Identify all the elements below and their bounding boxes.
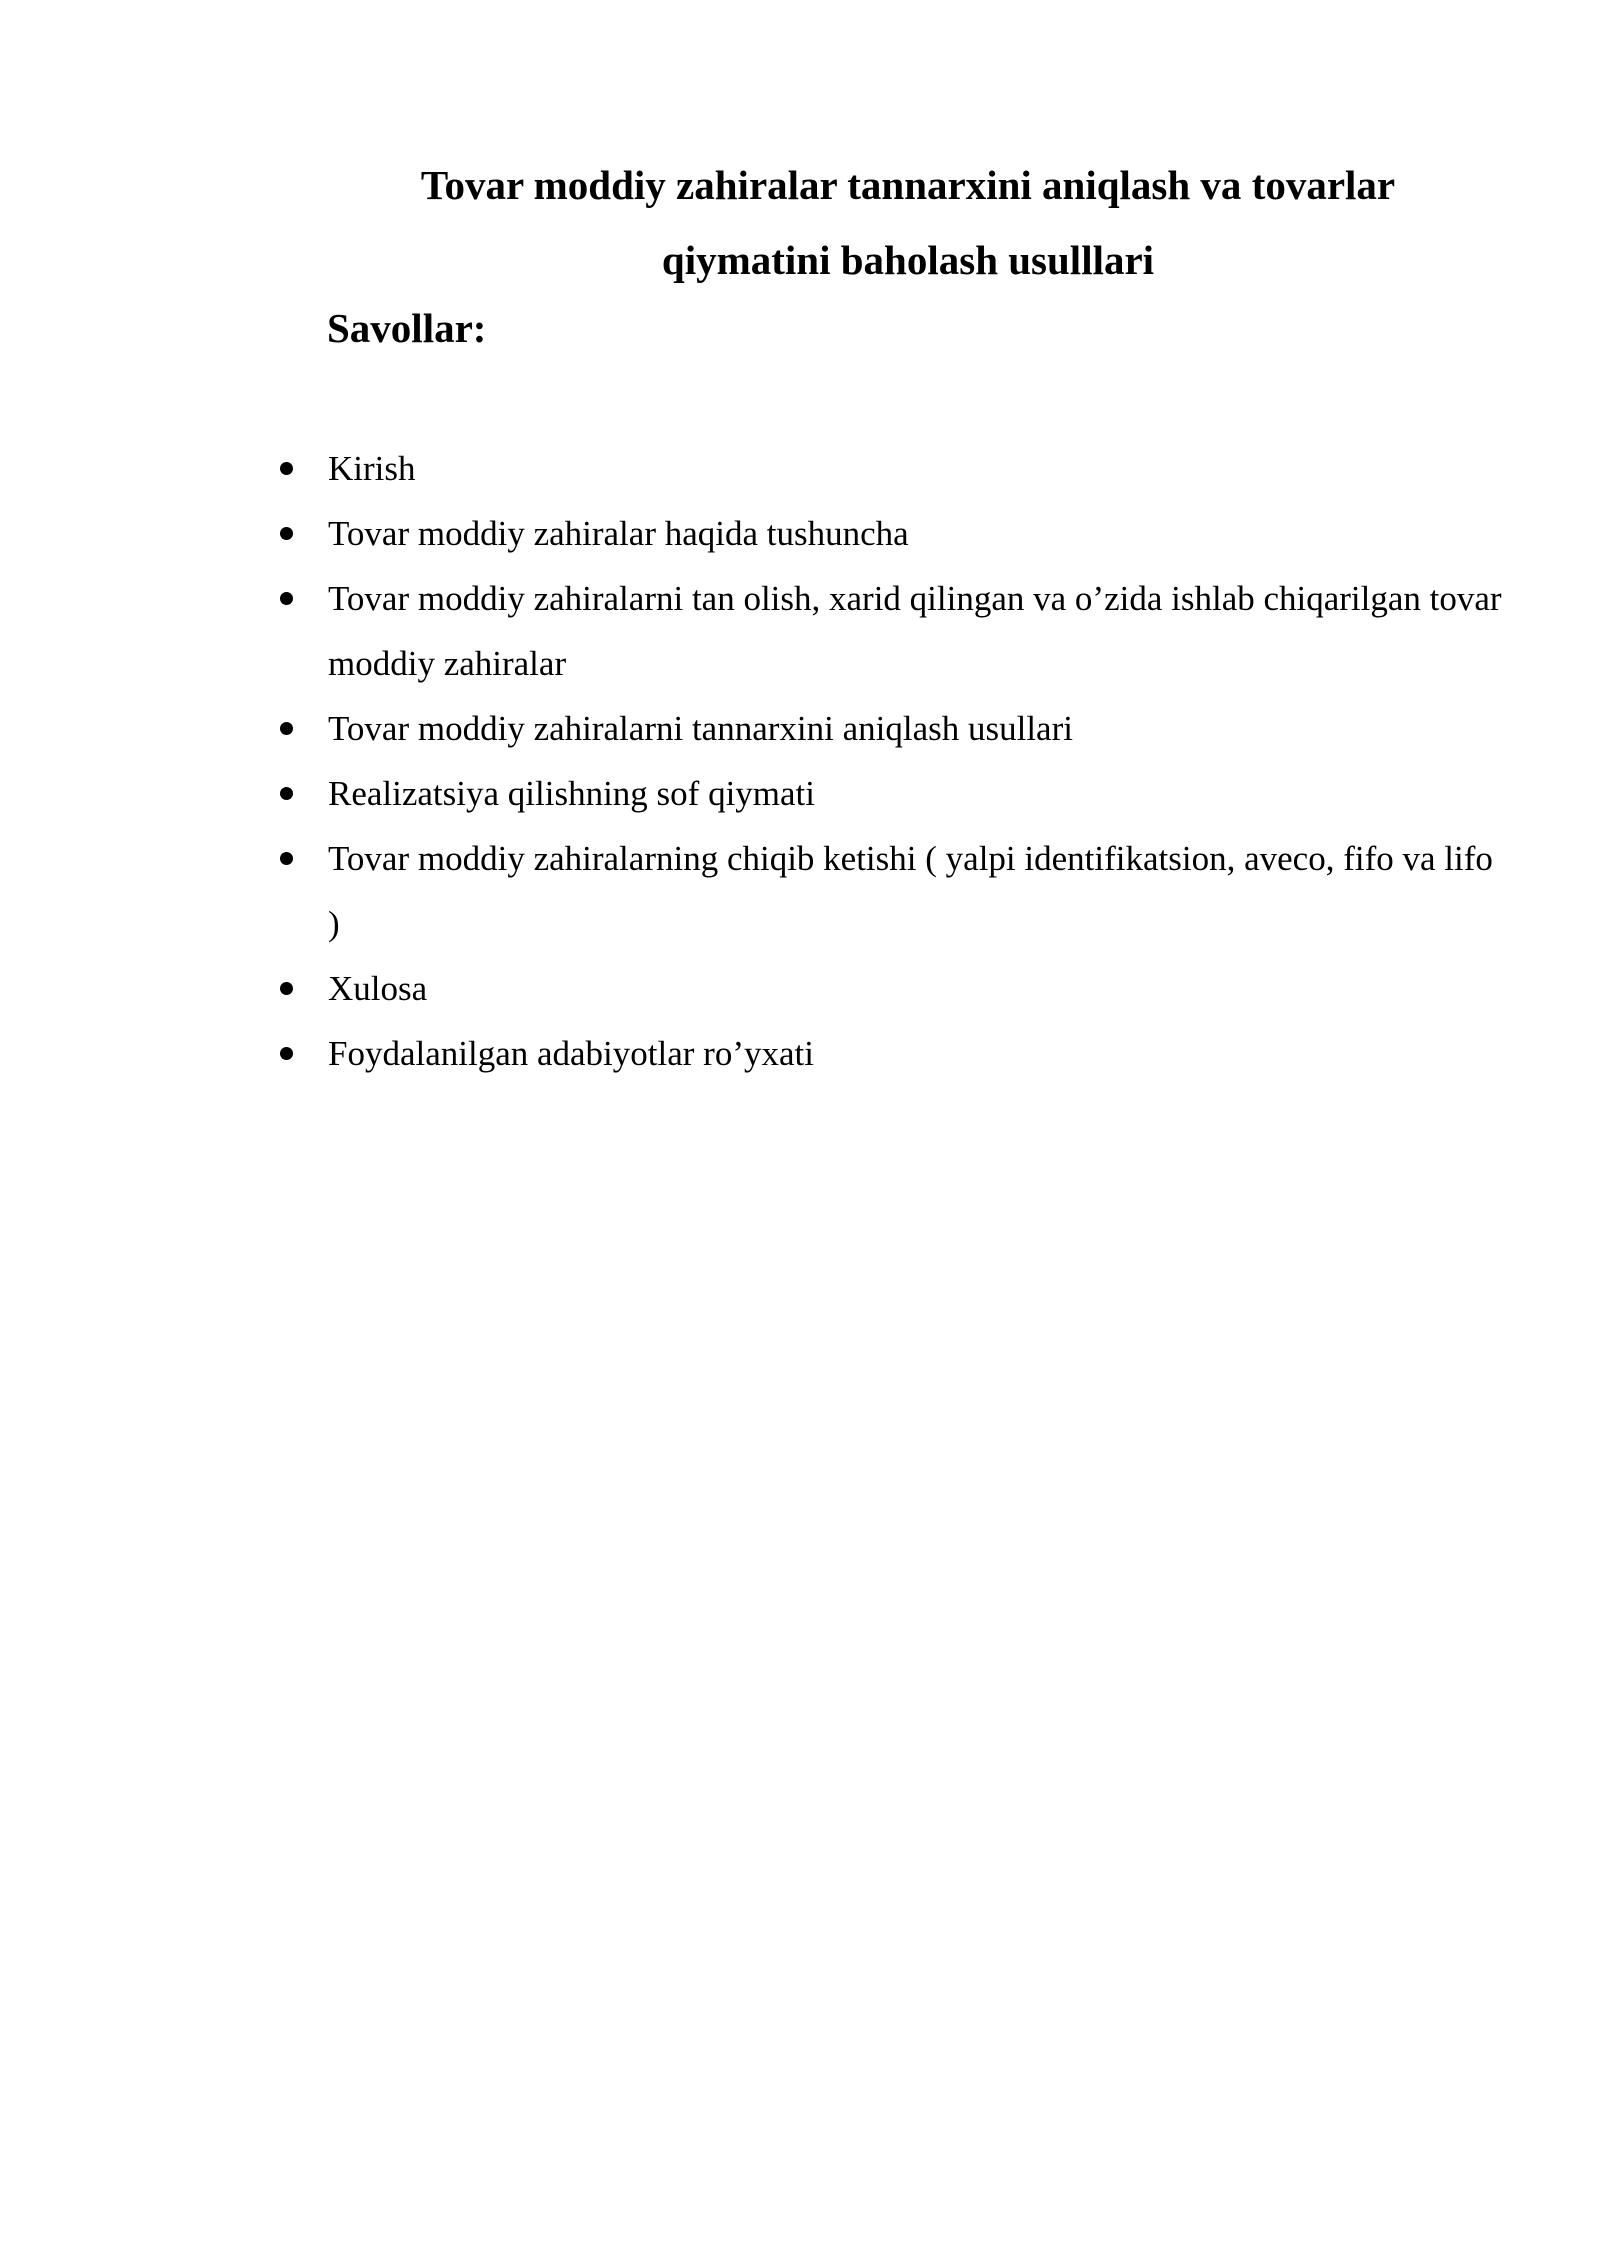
title-line-1: Tovar moddiy zahiralar tannarxini aniqlash va tovarlar — [420, 162, 1396, 208]
list-item — [275, 761, 1505, 826]
list-item — [275, 436, 1505, 501]
bullet-icon — [280, 1047, 293, 1060]
list-item-text: Xulosa — [328, 969, 428, 1008]
list-item-text: Kirish — [328, 449, 416, 488]
list-item — [275, 501, 1505, 566]
bullet-icon — [280, 527, 293, 540]
bullet-icon — [280, 462, 293, 475]
list-item-text: Tovar moddiy zahiralarning chiqib ketishi ( yalpi identifikatsion, aveco, fifo va lifo ) — [328, 839, 1493, 943]
questions-heading: Savollar: — [327, 305, 487, 351]
title-line-2: qiymatini baholash usulllari — [661, 237, 1155, 283]
bullet-icon — [280, 852, 293, 865]
bullet-icon — [280, 982, 293, 995]
document-title — [328, 148, 1488, 298]
bullet-icon — [280, 592, 293, 605]
list-item — [275, 566, 1505, 696]
list-item-text: Tovar moddiy zahiralar haqida tushuncha — [328, 514, 909, 553]
list-item-text: Foydalanilgan adabiyotlar ro’yxati — [328, 1034, 814, 1073]
list-item-text: Tovar moddiy zahiralarni tannarxini aniqlash usullari — [328, 709, 1073, 748]
list-item — [275, 956, 1505, 1021]
questions-list — [275, 436, 1505, 1086]
list-item — [275, 826, 1505, 956]
list-item-text: Realizatsiya qilishning sof qiymati — [328, 774, 816, 813]
list-item — [275, 1021, 1505, 1086]
list-item — [275, 696, 1505, 761]
bullet-icon — [280, 722, 293, 735]
bullet-icon — [280, 787, 293, 800]
list-item-text: Tovar moddiy zahiralarni tan olish, xarid qilingan va o’zida ishlab chiqarilgan tovar moddiy zahiralar — [328, 579, 1502, 683]
